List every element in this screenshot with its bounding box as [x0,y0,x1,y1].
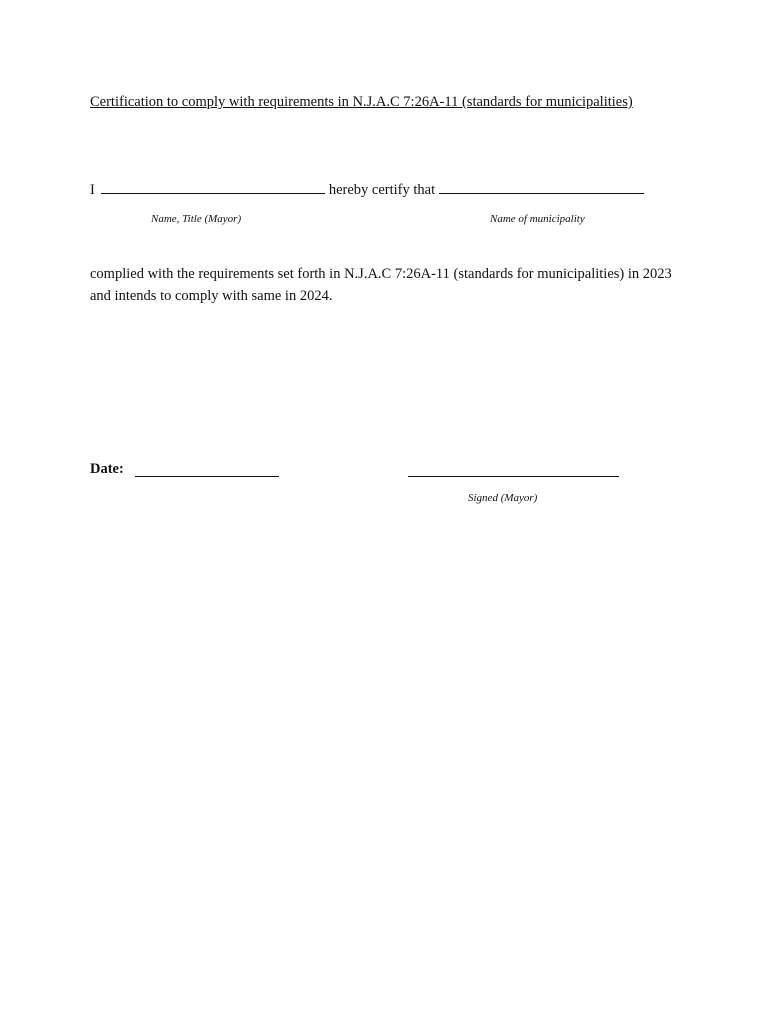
date-label: Date: [90,461,124,477]
certification-body: complied with the requirements set forth in N.J.A.C 7:26A-11 (standards for municipalities) in 2023 and intends to comply with same in 2024. [90,266,672,304]
cert-prefix: I [90,182,95,198]
municipality-caption: Name of municipality [490,213,585,225]
document-title: Certification to comply with requirements in N.J.A.C 7:26A-11 (standards for municipalities) [90,94,633,110]
signed-caption: Signed (Mayor) [468,492,538,504]
name-title-caption: Name, Title (Mayor) [151,213,242,225]
date-blank[interactable] [135,476,279,477]
municipality-blank[interactable] [439,181,644,194]
certification-line [90,181,644,199]
signature-blank[interactable] [408,476,619,477]
name-title-blank[interactable] [101,181,325,194]
cert-middle-text: hereby certify that [328,182,436,198]
